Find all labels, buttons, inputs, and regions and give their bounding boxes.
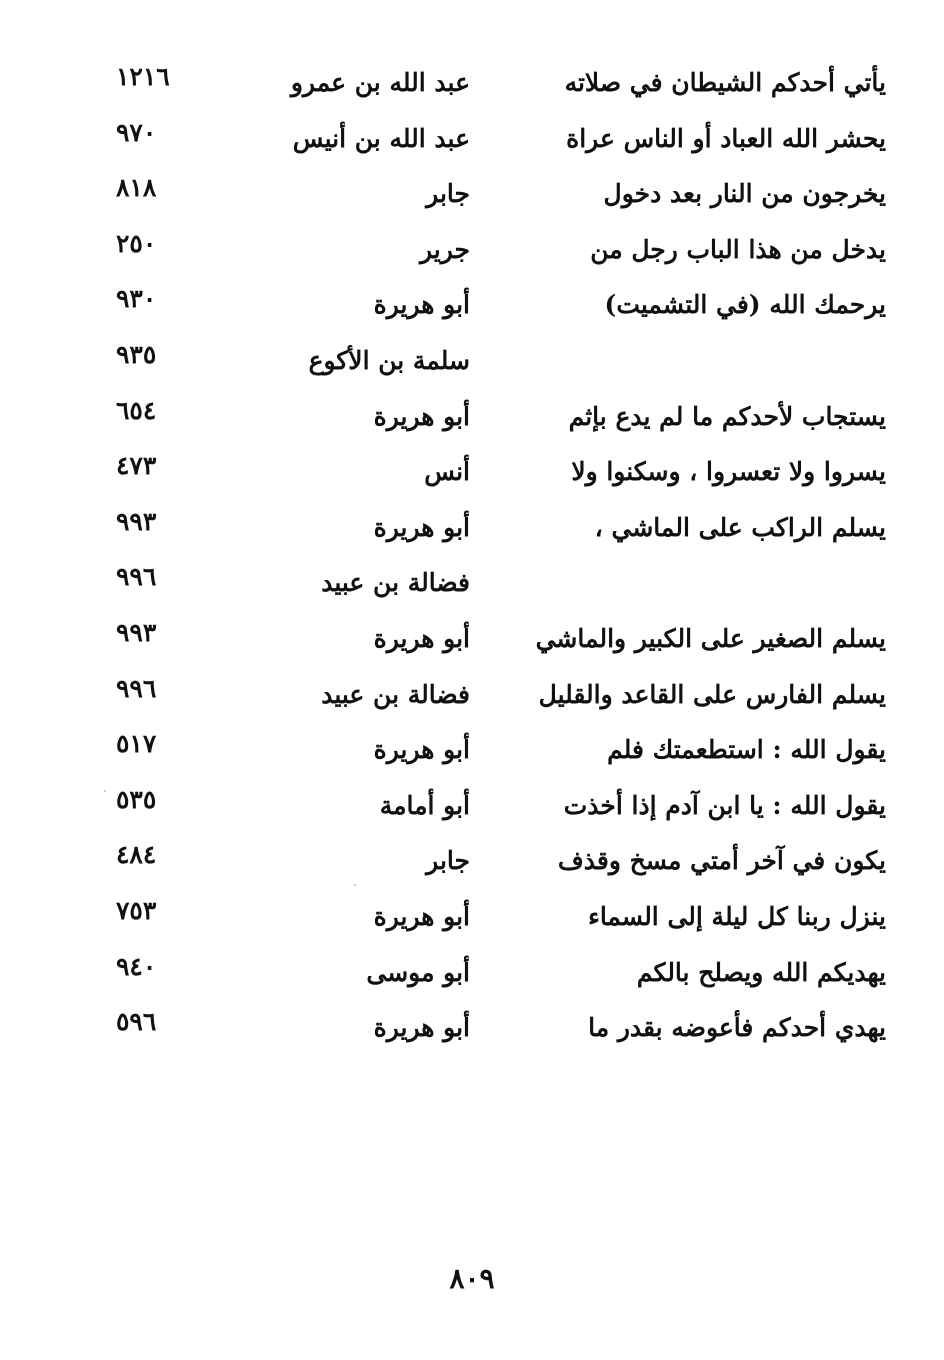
page-number: ٨٠٩ <box>449 1262 495 1295</box>
table-row <box>0 62 944 118</box>
hadith-text: يسروا ولا تعسروا ، وسكنوا ولا <box>571 457 886 487</box>
page-reference: ٩٩٦ <box>116 673 157 703</box>
page-reference: ٩٣٠ <box>116 284 157 314</box>
page-reference: ٩٩٦ <box>116 562 157 592</box>
table-row <box>0 896 944 952</box>
table-row <box>0 284 944 340</box>
table-row <box>0 507 944 563</box>
page-reference: ٥٩٦ <box>116 1007 157 1037</box>
narrator-name: أنس <box>424 457 470 487</box>
narrator-name: عبد الله بن عمرو <box>290 68 470 97</box>
page-reference: ٤٧٣ <box>116 451 157 481</box>
hadith-text: يهديكم الله ويصلح بالكم <box>636 957 886 987</box>
narrator-name: أبو هريرة <box>373 735 470 765</box>
page-reference: ٤٨٤ <box>116 840 157 870</box>
narrator-name: أبو هريرة <box>373 623 470 653</box>
hadith-text: يقول الله : يا ابن آدم إذا أخذت <box>563 790 886 820</box>
hadith-text: ينزل ربنا كل ليلة إلى السماء <box>588 901 886 931</box>
hadith-text: يكون في آخر أمتي مسخ وقذف <box>557 846 886 876</box>
table-row <box>0 618 944 674</box>
table-row <box>0 1007 944 1063</box>
table-row <box>0 340 944 396</box>
page-reference: ٢٥٠ <box>116 228 157 258</box>
hadith-text: يهدي أحدكم فأعوضه بقدر ما <box>588 1013 886 1043</box>
hadith-text: يسلم الراكب على الماشي ، <box>594 512 886 542</box>
narrator-name: سلمة بن الأكوع <box>308 345 470 375</box>
page-reference: ٥٣٥ <box>116 784 157 814</box>
scan-speck <box>104 790 106 792</box>
hadith-text: يدخل من هذا الباب رجل من <box>590 234 886 264</box>
page-reference: ٩٧٠ <box>116 117 157 147</box>
table-row <box>0 785 944 841</box>
narrator-name: أبو هريرة <box>373 1013 470 1043</box>
hadith-text: يسلم الصغير على الكبير والماشي <box>535 623 886 653</box>
page-reference: ٦٥٤ <box>116 395 157 425</box>
hadith-text: يأتي أحدكم الشيطان في صلاته <box>564 68 886 97</box>
page-reference: ٥١٧ <box>116 729 157 759</box>
table-row <box>0 173 944 229</box>
table-row <box>0 674 944 730</box>
table-row <box>0 952 944 1008</box>
hadith-text: يسلم الفارس على القاعد والقليل <box>538 679 886 709</box>
table-row <box>0 396 944 452</box>
page-reference: ٨١٨ <box>116 173 157 203</box>
page-reference: ٩٤٠ <box>116 951 157 981</box>
narrator-name: أبو هريرة <box>373 901 470 931</box>
table-row <box>0 229 944 285</box>
narrator-name: جابر <box>426 179 470 209</box>
narrator-name: فضالة بن عبيد <box>321 568 470 598</box>
hadith-text: يرحمك الله (في التشميت) <box>604 290 886 320</box>
hadith-text: يحشر الله العباد أو الناس عراة <box>566 123 886 153</box>
hadith-text: يقول الله : استطعمتك فلم <box>607 735 886 765</box>
narrator-name: جرير <box>420 234 470 264</box>
hadith-text: يخرجون من النار بعد دخول <box>603 179 886 209</box>
page-reference: ٩٩٣ <box>116 506 157 536</box>
narrator-name: أبو أمامة <box>379 790 470 820</box>
hadith-index-table <box>0 62 944 1063</box>
narrator-name: عبد الله بن أنيس <box>292 123 470 153</box>
table-row <box>0 729 944 785</box>
narrator-name: فضالة بن عبيد <box>321 679 470 709</box>
narrator-name: أبو هريرة <box>373 401 470 431</box>
narrator-name: أبو موسى <box>366 957 470 987</box>
page-reference: ٧٥٣ <box>116 895 157 925</box>
narrator-name: جابر <box>426 846 470 876</box>
scan-speck <box>354 884 356 886</box>
table-row <box>0 562 944 618</box>
narrator-name: أبو هريرة <box>373 290 470 320</box>
page-reference: ٩٩٣ <box>116 617 157 647</box>
narrator-name: أبو هريرة <box>373 512 470 542</box>
table-row <box>0 451 944 507</box>
table-row <box>0 840 944 896</box>
table-row <box>0 118 944 174</box>
page-reference: ٩٣٥ <box>116 339 157 369</box>
page-reference: ١٢١٦ <box>116 62 170 91</box>
hadith-text: يستجاب لأحدكم ما لم يدع بإثم <box>568 401 886 431</box>
